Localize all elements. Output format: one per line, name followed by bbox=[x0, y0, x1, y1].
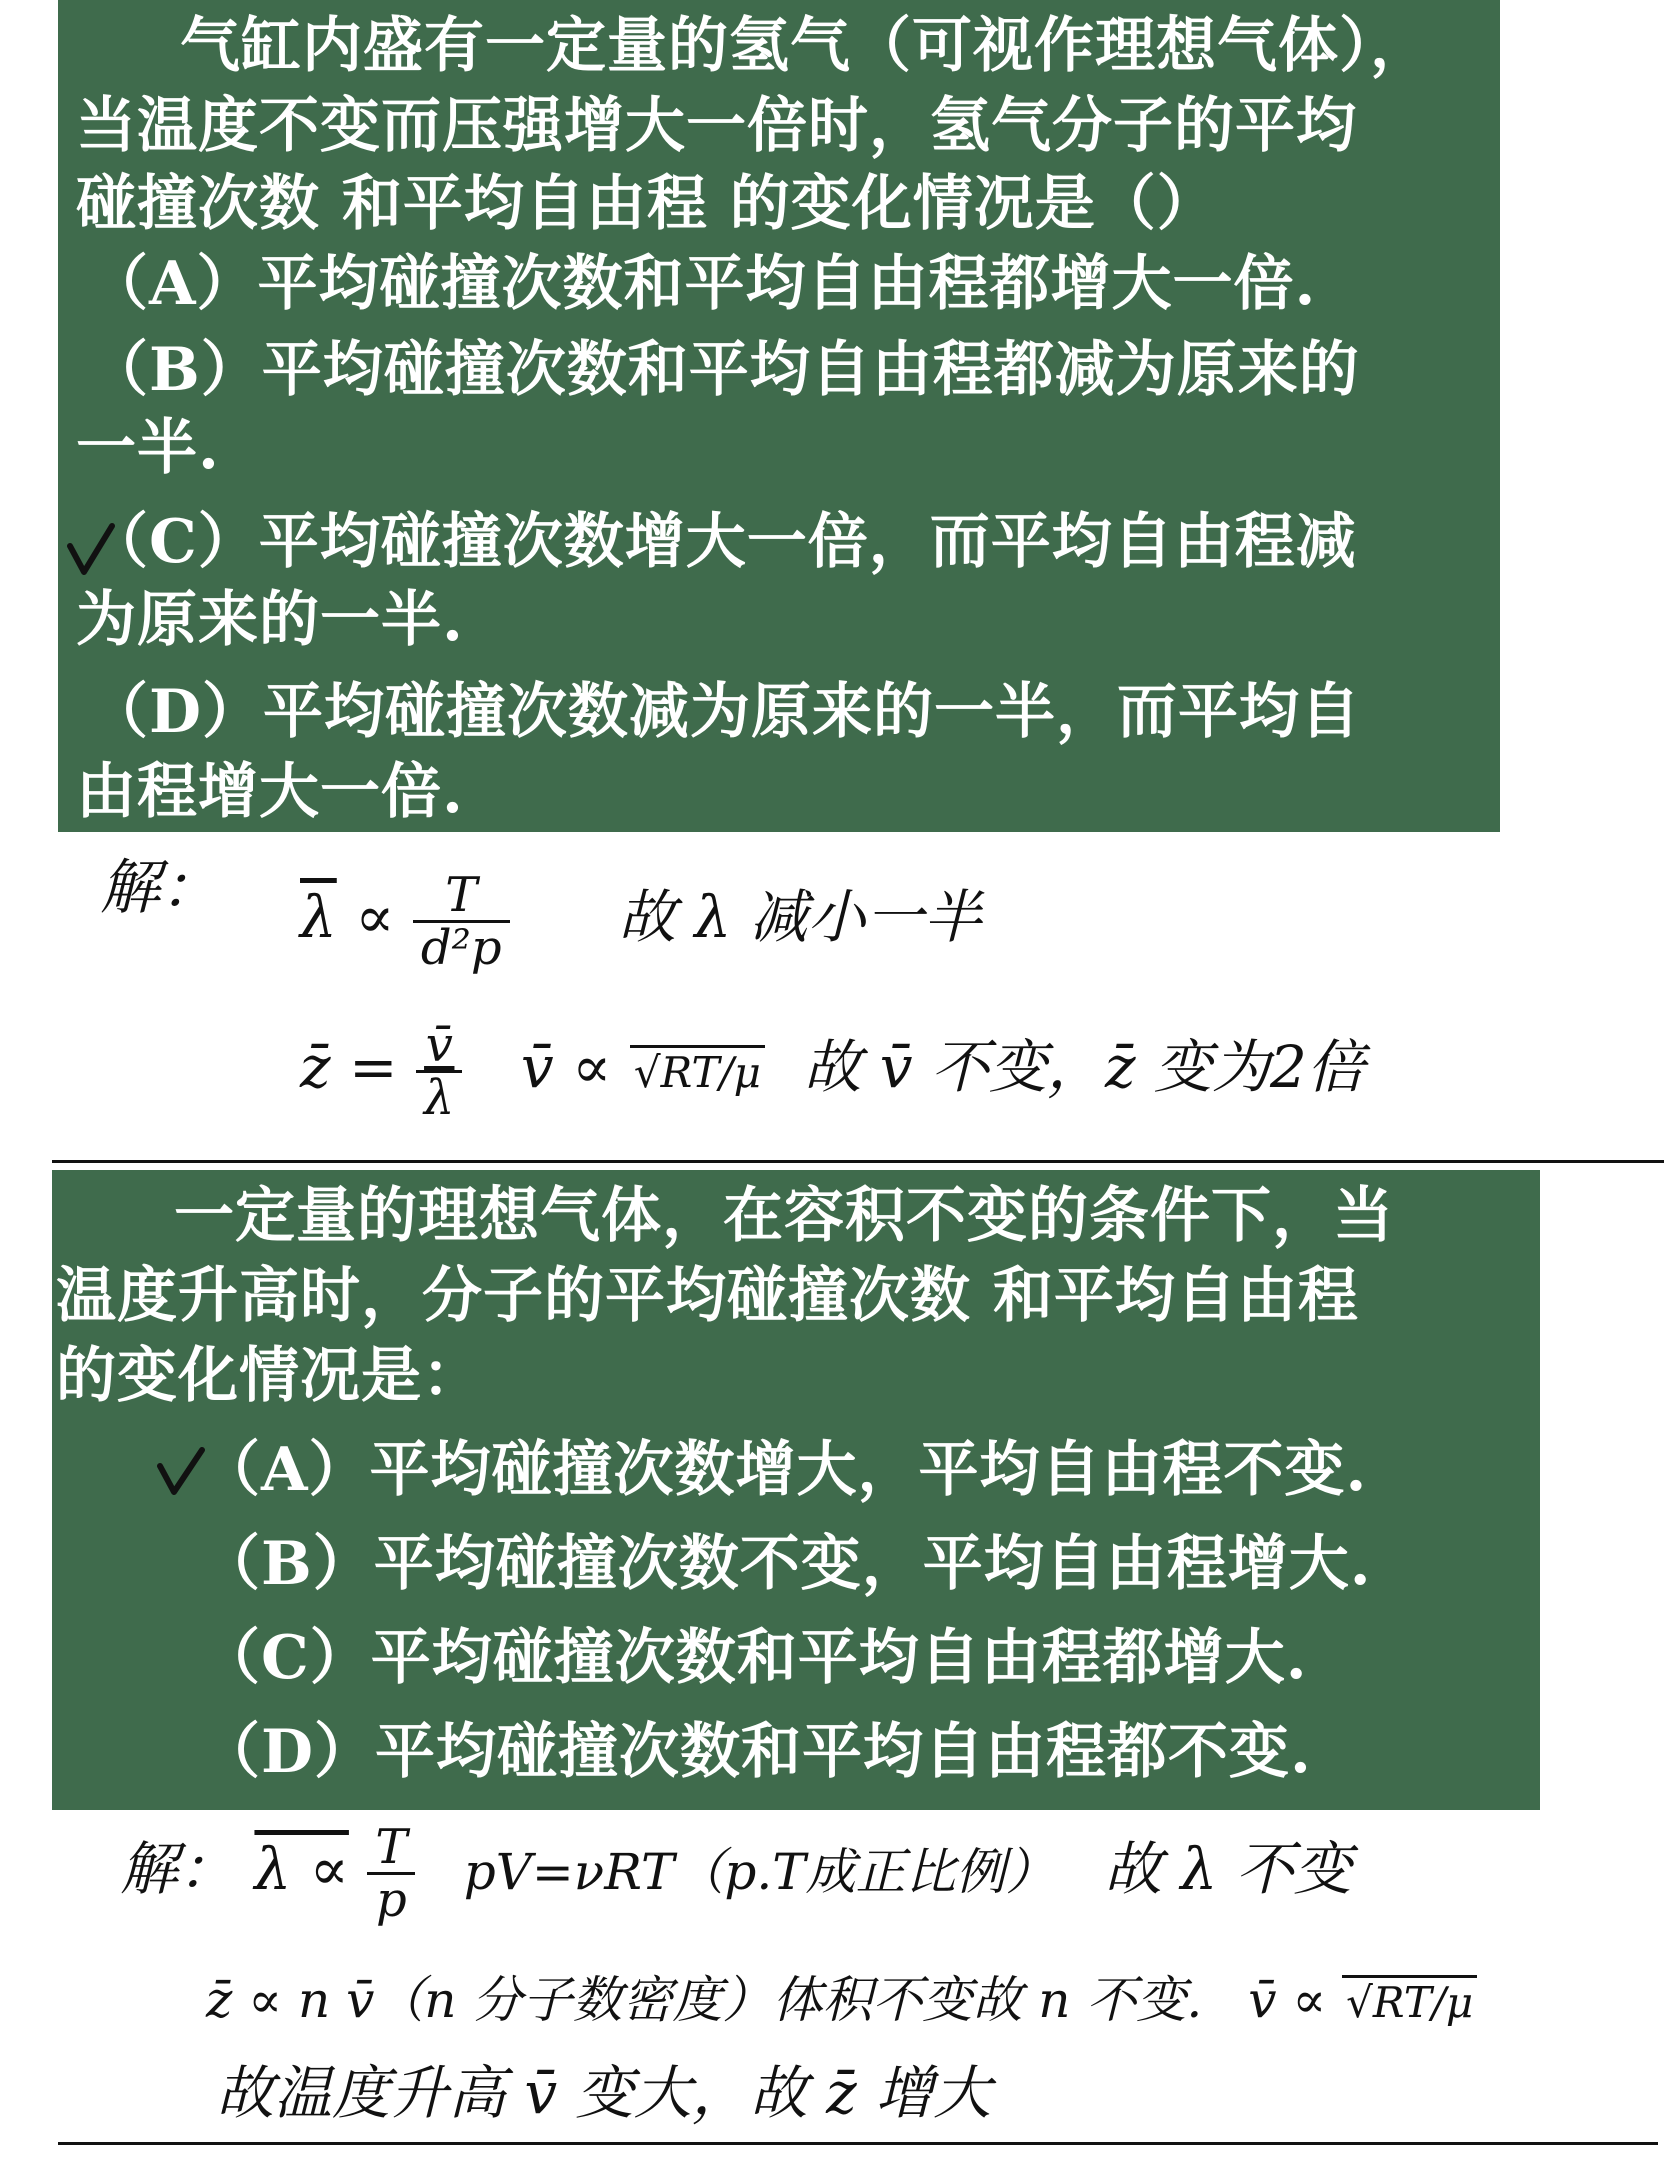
q2-option-b: （B）平均碰撞次数不变，平均自由程增大. bbox=[200, 1529, 1372, 1599]
q1-check-icon bbox=[66, 520, 116, 580]
q2-solution-line-2 bbox=[206, 1960, 1477, 2032]
q1-solution-line-1-tail: 故 λ 减小一半 bbox=[618, 883, 982, 951]
q1-stem-line-1: 气缸内盛有一定量的氢气（可视作理想气体）， bbox=[58, 11, 1431, 81]
q2-option-a: （A）平均碰撞次数增大，平均自由程不变. bbox=[200, 1435, 1368, 1505]
q2-solution-line-1 bbox=[120, 1819, 1352, 1929]
q2-stem-line-1: 一定量的理想气体，在容积不变的条件下，当 bbox=[52, 1181, 1394, 1251]
q2-solution-line-1-tail: 故 λ 不变 bbox=[1104, 1835, 1352, 1903]
q1-fraction-1 bbox=[413, 867, 510, 977]
q2-sqrt: √RT/μ bbox=[1342, 1975, 1477, 2027]
section-divider-1 bbox=[52, 1160, 1664, 1163]
q1-check-mark bbox=[70, 526, 112, 572]
q2-check-mark bbox=[160, 1450, 202, 1492]
q2-fraction-1-denominator: p bbox=[375, 1872, 407, 1929]
q1-vbar: v̄ ∝ bbox=[520, 1033, 612, 1101]
q1-solution-line-2 bbox=[300, 1017, 1365, 1127]
q1-fraction-2-denominator: λ bbox=[424, 1070, 455, 1127]
q1-option-c-line-1: （C）平均碰撞次数增大一倍，而平均自由程减 bbox=[88, 507, 1357, 577]
question-2-board bbox=[52, 1170, 1540, 1810]
q2-fraction-1 bbox=[367, 1819, 415, 1929]
q2-stem-line-2: 温度升高时，分子的平均碰撞次数 和平均自由程 bbox=[56, 1261, 1359, 1331]
q2-solution-label: 解： bbox=[120, 1835, 237, 1903]
question-1-board bbox=[58, 0, 1500, 832]
q1-stem-line-2: 当温度不变而压强增大一倍时，氢气分子的平均 bbox=[76, 91, 1357, 161]
q1-sqrt-content: RT/μ bbox=[660, 1048, 761, 1097]
q1-option-d-line-2: 由程增大一倍. bbox=[76, 757, 464, 827]
q1-option-d-line-1: （D）平均碰撞次数减为原来的一半，而平均自 bbox=[88, 677, 1362, 747]
q1-option-b-line-1: （B）平均碰撞次数和平均自由程都减为原来的 bbox=[88, 335, 1360, 405]
q1-fraction-2 bbox=[416, 1017, 462, 1127]
q2-check-icon bbox=[156, 1442, 206, 1502]
q2-lambda: λ ∝ bbox=[254, 1835, 349, 1903]
q2-fraction-1-numerator: T bbox=[367, 1822, 415, 1875]
q1-solution-line-1 bbox=[300, 867, 982, 977]
q1-prop: ∝ bbox=[355, 883, 395, 951]
section-divider-2 bbox=[58, 2142, 1658, 2145]
q1-lambda: $\overline{\lambda}$ bbox=[300, 883, 337, 951]
q1-stem-line-3: 碰撞次数 和平均自由程 的变化情况是（） bbox=[76, 169, 1218, 239]
q2-option-c: （C）平均碰撞次数和平均自由程都增大. bbox=[200, 1623, 1308, 1693]
q1-fraction-1-numerator: T bbox=[413, 870, 510, 923]
q1-fraction-2-numerator: v̄ bbox=[416, 1020, 462, 1073]
q2-vbar: v̄ ∝ bbox=[1248, 1971, 1327, 2029]
q2-solution-line-2-text: z̄ ∝ n v̄（n 分子数密度）体积不变故 n 不变. bbox=[206, 1971, 1203, 2029]
q1-solution-label: 解： bbox=[100, 853, 220, 923]
q1-option-b-line-2: 一半. bbox=[76, 413, 220, 483]
q2-solution-line-1-mid: pV=νRT（p.T成正比例） bbox=[463, 1843, 1056, 1901]
q2-solution-line-3: 故温度升高 v̄ 变大，故 z̄ 增大 bbox=[216, 2059, 992, 2127]
q2-stem-line-3: 的变化情况是： bbox=[56, 1341, 483, 1411]
q2-option-d: （D）平均碰撞次数和平均自由程都不变. bbox=[200, 1717, 1312, 1787]
q1-zbar: z̄ bbox=[300, 1033, 331, 1101]
q2-sqrt-content: RT/μ bbox=[1372, 1978, 1474, 2027]
q1-eq: = bbox=[349, 1033, 398, 1101]
q1-option-a: （A）平均碰撞次数和平均自由程都增大一倍. bbox=[88, 249, 1317, 319]
q1-fraction-1-denominator: d²p bbox=[420, 920, 502, 977]
q1-solution-line-2-tail: 故 v̄ 不变，z̄ 变为2倍 bbox=[803, 1033, 1365, 1101]
q1-option-c-line-2: 为原来的一半. bbox=[76, 585, 464, 655]
q1-sqrt: √RT/μ bbox=[630, 1045, 765, 1097]
